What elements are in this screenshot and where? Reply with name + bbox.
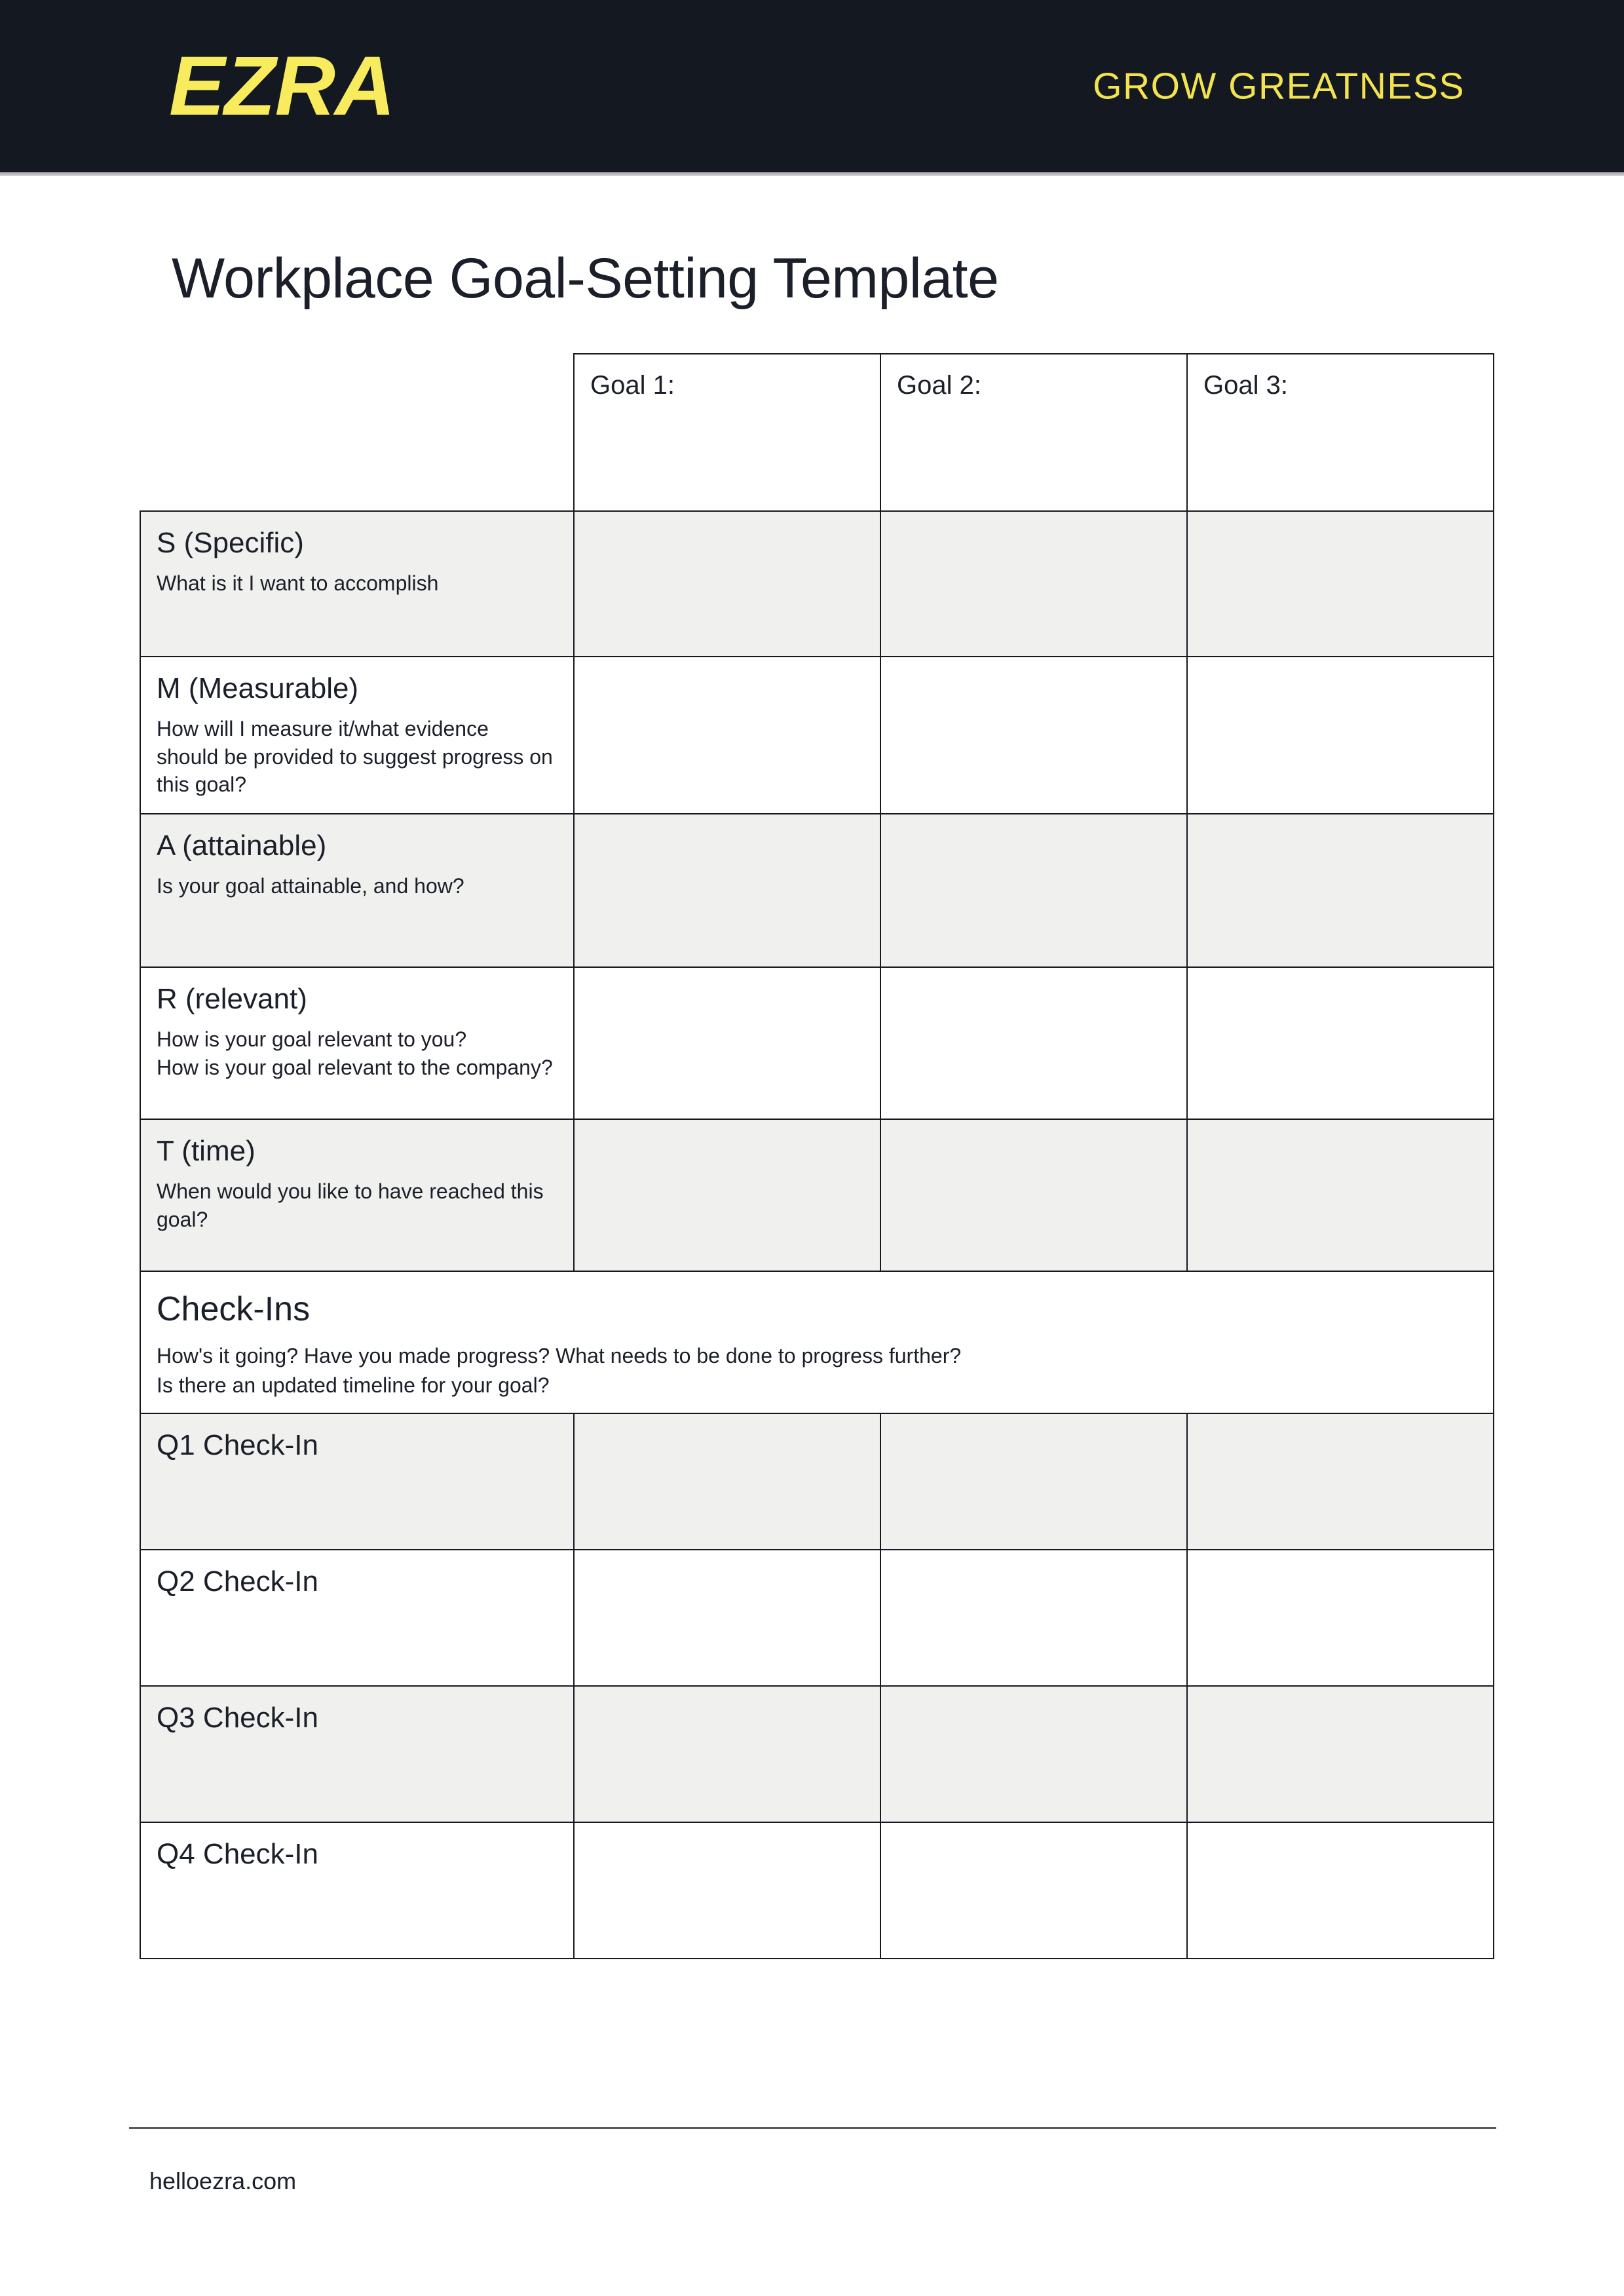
criterion-cell-attainable: [140, 814, 574, 967]
goal-2-header-cell[interactable]: [880, 354, 1187, 511]
criterion-desc-line: What is it I want to accomplish: [157, 571, 439, 596]
footer-website-url[interactable]: helloezra.com: [149, 2168, 297, 2194]
answer-cell-measurable-goal-1[interactable]: [574, 657, 880, 814]
quarter-label-cell-q4: [140, 1822, 574, 1959]
answer-cell-q2-goal-2[interactable]: [880, 1550, 1187, 1686]
answer-cell-q4-goal-1[interactable]: [574, 1822, 880, 1959]
answer-cell-attainable-goal-3[interactable]: [1187, 814, 1494, 967]
table-row-q1: [140, 1413, 1494, 1550]
table-row-relevant: [140, 967, 1494, 1119]
criterion-desc-measurable: [157, 715, 557, 799]
criterion-desc-time: [157, 1177, 557, 1233]
answer-cell-relevant-goal-2[interactable]: [880, 967, 1187, 1119]
answer-cell-specific-goal-2[interactable]: [880, 511, 1187, 657]
checkins-section-title: Check-Ins: [157, 1290, 311, 1328]
criterion-cell-specific: [140, 511, 574, 657]
table-row-checkins-banner: [140, 1271, 1494, 1413]
criterion-title-measurable: M (Measurable): [157, 672, 359, 704]
answer-cell-q2-goal-3[interactable]: [1187, 1550, 1494, 1686]
table-row-attainable: [140, 814, 1494, 967]
criterion-desc-line: When would you like to have reached this: [157, 1179, 544, 1204]
answer-cell-time-goal-3[interactable]: [1187, 1119, 1494, 1271]
checkins-desc-line: How's it going? Have you made progress? What needs to be done to progress further?: [157, 1343, 962, 1368]
criterion-title-attainable: A (attainable): [157, 829, 327, 862]
quarter-label-q4: Q4 Check-In: [157, 1837, 318, 1870]
header-spacer-cell: [140, 354, 574, 511]
criterion-desc-line: Is your goal attainable, and how?: [157, 874, 464, 898]
criterion-cell-relevant: [140, 967, 574, 1119]
quarter-label-cell-q3: [140, 1686, 574, 1822]
answer-cell-relevant-goal-1[interactable]: [574, 967, 880, 1119]
answer-cell-attainable-goal-1[interactable]: [574, 814, 880, 967]
criterion-desc-line: this goal?: [157, 773, 246, 797]
answer-cell-time-goal-1[interactable]: [574, 1119, 880, 1271]
goal-2-label: Goal 2:: [897, 370, 981, 400]
answer-cell-specific-goal-1[interactable]: [574, 511, 880, 657]
criterion-cell-time: [140, 1119, 574, 1271]
goal-3-label: Goal 3:: [1203, 370, 1288, 400]
page-title: Workplace Goal-Setting Template: [172, 247, 999, 310]
criterion-desc-line: goal?: [157, 1207, 208, 1231]
answer-cell-q2-goal-1[interactable]: [574, 1550, 880, 1686]
answer-cell-measurable-goal-2[interactable]: [880, 657, 1187, 814]
page-footer: [0, 2127, 1624, 2193]
answer-cell-q3-goal-1[interactable]: [574, 1686, 880, 1822]
quarter-label-q2: Q2 Check-In: [157, 1565, 318, 1598]
checkins-section-desc: [157, 1341, 1477, 1401]
answer-cell-q3-goal-3[interactable]: [1187, 1686, 1494, 1822]
criterion-cell-measurable: [140, 657, 574, 814]
brand-header-bar: [0, 0, 1624, 176]
table-row-measurable: [140, 657, 1494, 814]
goal-1-header-cell[interactable]: [574, 354, 880, 511]
page-body: [0, 176, 1624, 1959]
answer-cell-relevant-goal-3[interactable]: [1187, 967, 1494, 1119]
table-row-q2: [140, 1550, 1494, 1686]
criterion-desc-line: should be provided to suggest progress on: [157, 744, 553, 769]
criterion-desc-attainable: [157, 872, 557, 900]
quarter-label-q1: Q1 Check-In: [157, 1428, 318, 1461]
criterion-desc-line: How will I measure it/what evidence: [157, 717, 489, 741]
answer-cell-q1-goal-3[interactable]: [1187, 1413, 1494, 1550]
quarter-label-cell-q1: [140, 1413, 574, 1550]
ezra-logo: EZRA: [169, 39, 395, 133]
criterion-desc-specific: [157, 569, 557, 598]
brand-tagline: GROW GREATNESS: [1093, 65, 1465, 107]
footer-divider: [129, 2127, 1496, 2129]
goal-setting-table: [140, 353, 1494, 1959]
table-row-specific: [140, 511, 1494, 657]
answer-cell-time-goal-2[interactable]: [880, 1119, 1187, 1271]
goal-1-label: Goal 1:: [590, 370, 675, 400]
answer-cell-q1-goal-2[interactable]: [880, 1413, 1187, 1550]
table-row-q4: [140, 1822, 1494, 1959]
criterion-title-specific: S (Specific): [157, 526, 304, 559]
criterion-desc-line: How is your goal relevant to you?: [157, 1027, 467, 1052]
table-row-q3: [140, 1686, 1494, 1822]
checkins-banner-cell: [140, 1271, 1494, 1413]
answer-cell-q4-goal-2[interactable]: [880, 1822, 1187, 1959]
table-row-time: [140, 1119, 1494, 1271]
answer-cell-q4-goal-3[interactable]: [1187, 1822, 1494, 1959]
criterion-title-time: T (time): [157, 1134, 255, 1167]
criterion-desc-line: How is your goal relevant to the company?: [157, 1055, 553, 1079]
checkins-desc-line: Is there an updated timeline for your goal?: [157, 1373, 550, 1398]
quarter-label-cell-q2: [140, 1550, 574, 1686]
answer-cell-attainable-goal-2[interactable]: [880, 814, 1187, 967]
quarter-label-q3: Q3 Check-In: [157, 1701, 318, 1734]
goal-3-header-cell[interactable]: [1187, 354, 1494, 511]
answer-cell-measurable-goal-3[interactable]: [1187, 657, 1494, 814]
answer-cell-q3-goal-2[interactable]: [880, 1686, 1187, 1822]
answer-cell-q1-goal-1[interactable]: [574, 1413, 880, 1550]
criterion-desc-relevant: [157, 1025, 557, 1081]
criterion-title-relevant: R (relevant): [157, 982, 307, 1015]
answer-cell-specific-goal-3[interactable]: [1187, 511, 1494, 657]
table-header-row: [140, 354, 1494, 511]
